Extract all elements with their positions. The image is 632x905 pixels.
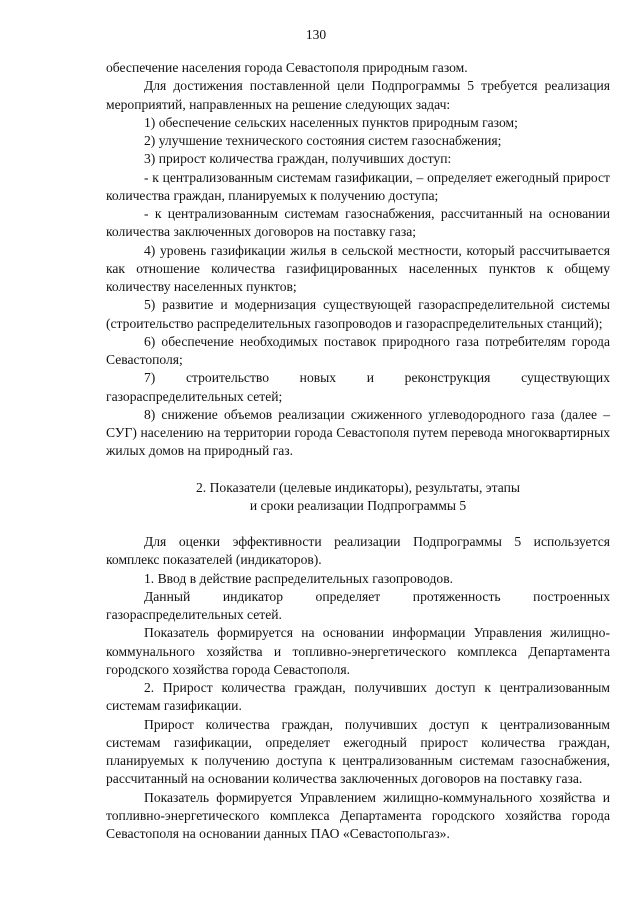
list-item: 1) обеспечение сельских населенных пунктов природным газом; — [144, 114, 518, 130]
paragraph: 1. Ввод в действие распределительных газопроводов. — [144, 570, 454, 586]
paragraph: Для оценки эффективности реализации Подпрограммы 5 используется комплекс показателей (индикаторов). — [106, 534, 610, 568]
paragraph: обеспечение населения города Севастополя природным газом. — [106, 60, 468, 75]
paragraph: Данный индикатор определяет протяженность построенных газораспределительных сетей. — [106, 588, 610, 622]
document-body — [106, 59, 610, 843]
paragraph: Показатель формируется на основании информации Управления жилищно-коммунального хозяйства и топливно-энергетического комплекса Департамента городского хозяйства города Севастополя. — [106, 625, 610, 677]
list-item: 6) обеспечение необходимых поставок природного газа потребителям города Севастополя; — [106, 333, 610, 367]
paragraph: Для достижения поставленной цели Подпрограммы 5 требуется реализация мероприятий, направленных на решение следующих задач: — [106, 78, 610, 112]
paragraph: 2. Прирост количества граждан, получивших доступ к централизованным системам газификации. — [106, 680, 610, 714]
list-item: - к централизованным системам газоснабжения, рассчитанный на основании количества заключенных договоров на поставку газа; — [106, 206, 610, 240]
page-number: 130 — [305, 27, 327, 42]
list-item: - к централизованным системам газификации, – определяет ежегодный прирост количества граждан, планируемых к получению доступа; — [106, 169, 610, 203]
list-item: 7) строительство новых и реконструкция существующих газораспределительных сетей; — [106, 370, 610, 404]
section-heading-line: 2. Показатели (целевые индикаторы), результаты, этапы — [196, 479, 520, 495]
list-item: 2) улучшение технического состояния систем газоснабжения; — [144, 133, 502, 148]
list-item: 8) снижение объемов реализации сжиженного углеводородного газа (далее – СУГ) населению на территории города Севастополя путем перевода многоквартирных жилых домов на природный газ. — [106, 406, 610, 459]
list-item: 4) уровень газификации жилья в сельской местности, который рассчитывается как отношение количества газифицированных населенных пунктов к общему количеству населенных пунктов; — [106, 242, 610, 294]
section-heading — [106, 479, 610, 516]
section-heading-line: и сроки реализации Подпрограммы 5 — [249, 497, 467, 513]
paragraph: Прирост количества граждан, получивших доступ к централизованным системам газификации, определяет ежегодный прирост количества граждан, планируемых к получению доступа к централизованным системам газоснабжения, рассчитанный на основании количества заключенных договоров на поставку газа. — [106, 716, 610, 787]
list-item: 3) прирост количества граждан, получивших доступ: — [144, 151, 452, 167]
paragraph: Показатель формируется Управлением жилищно-коммунального хозяйства и топливно-энергетического комплекса Департамента городского хозяйства города Севастополя на основании данных ПАО «Севастопольгаз». — [106, 789, 610, 841]
list-item: 5) развитие и модернизация существующей газораспределительной системы (строительство распределительных газопроводов и газораспределительных станций); — [106, 297, 610, 331]
